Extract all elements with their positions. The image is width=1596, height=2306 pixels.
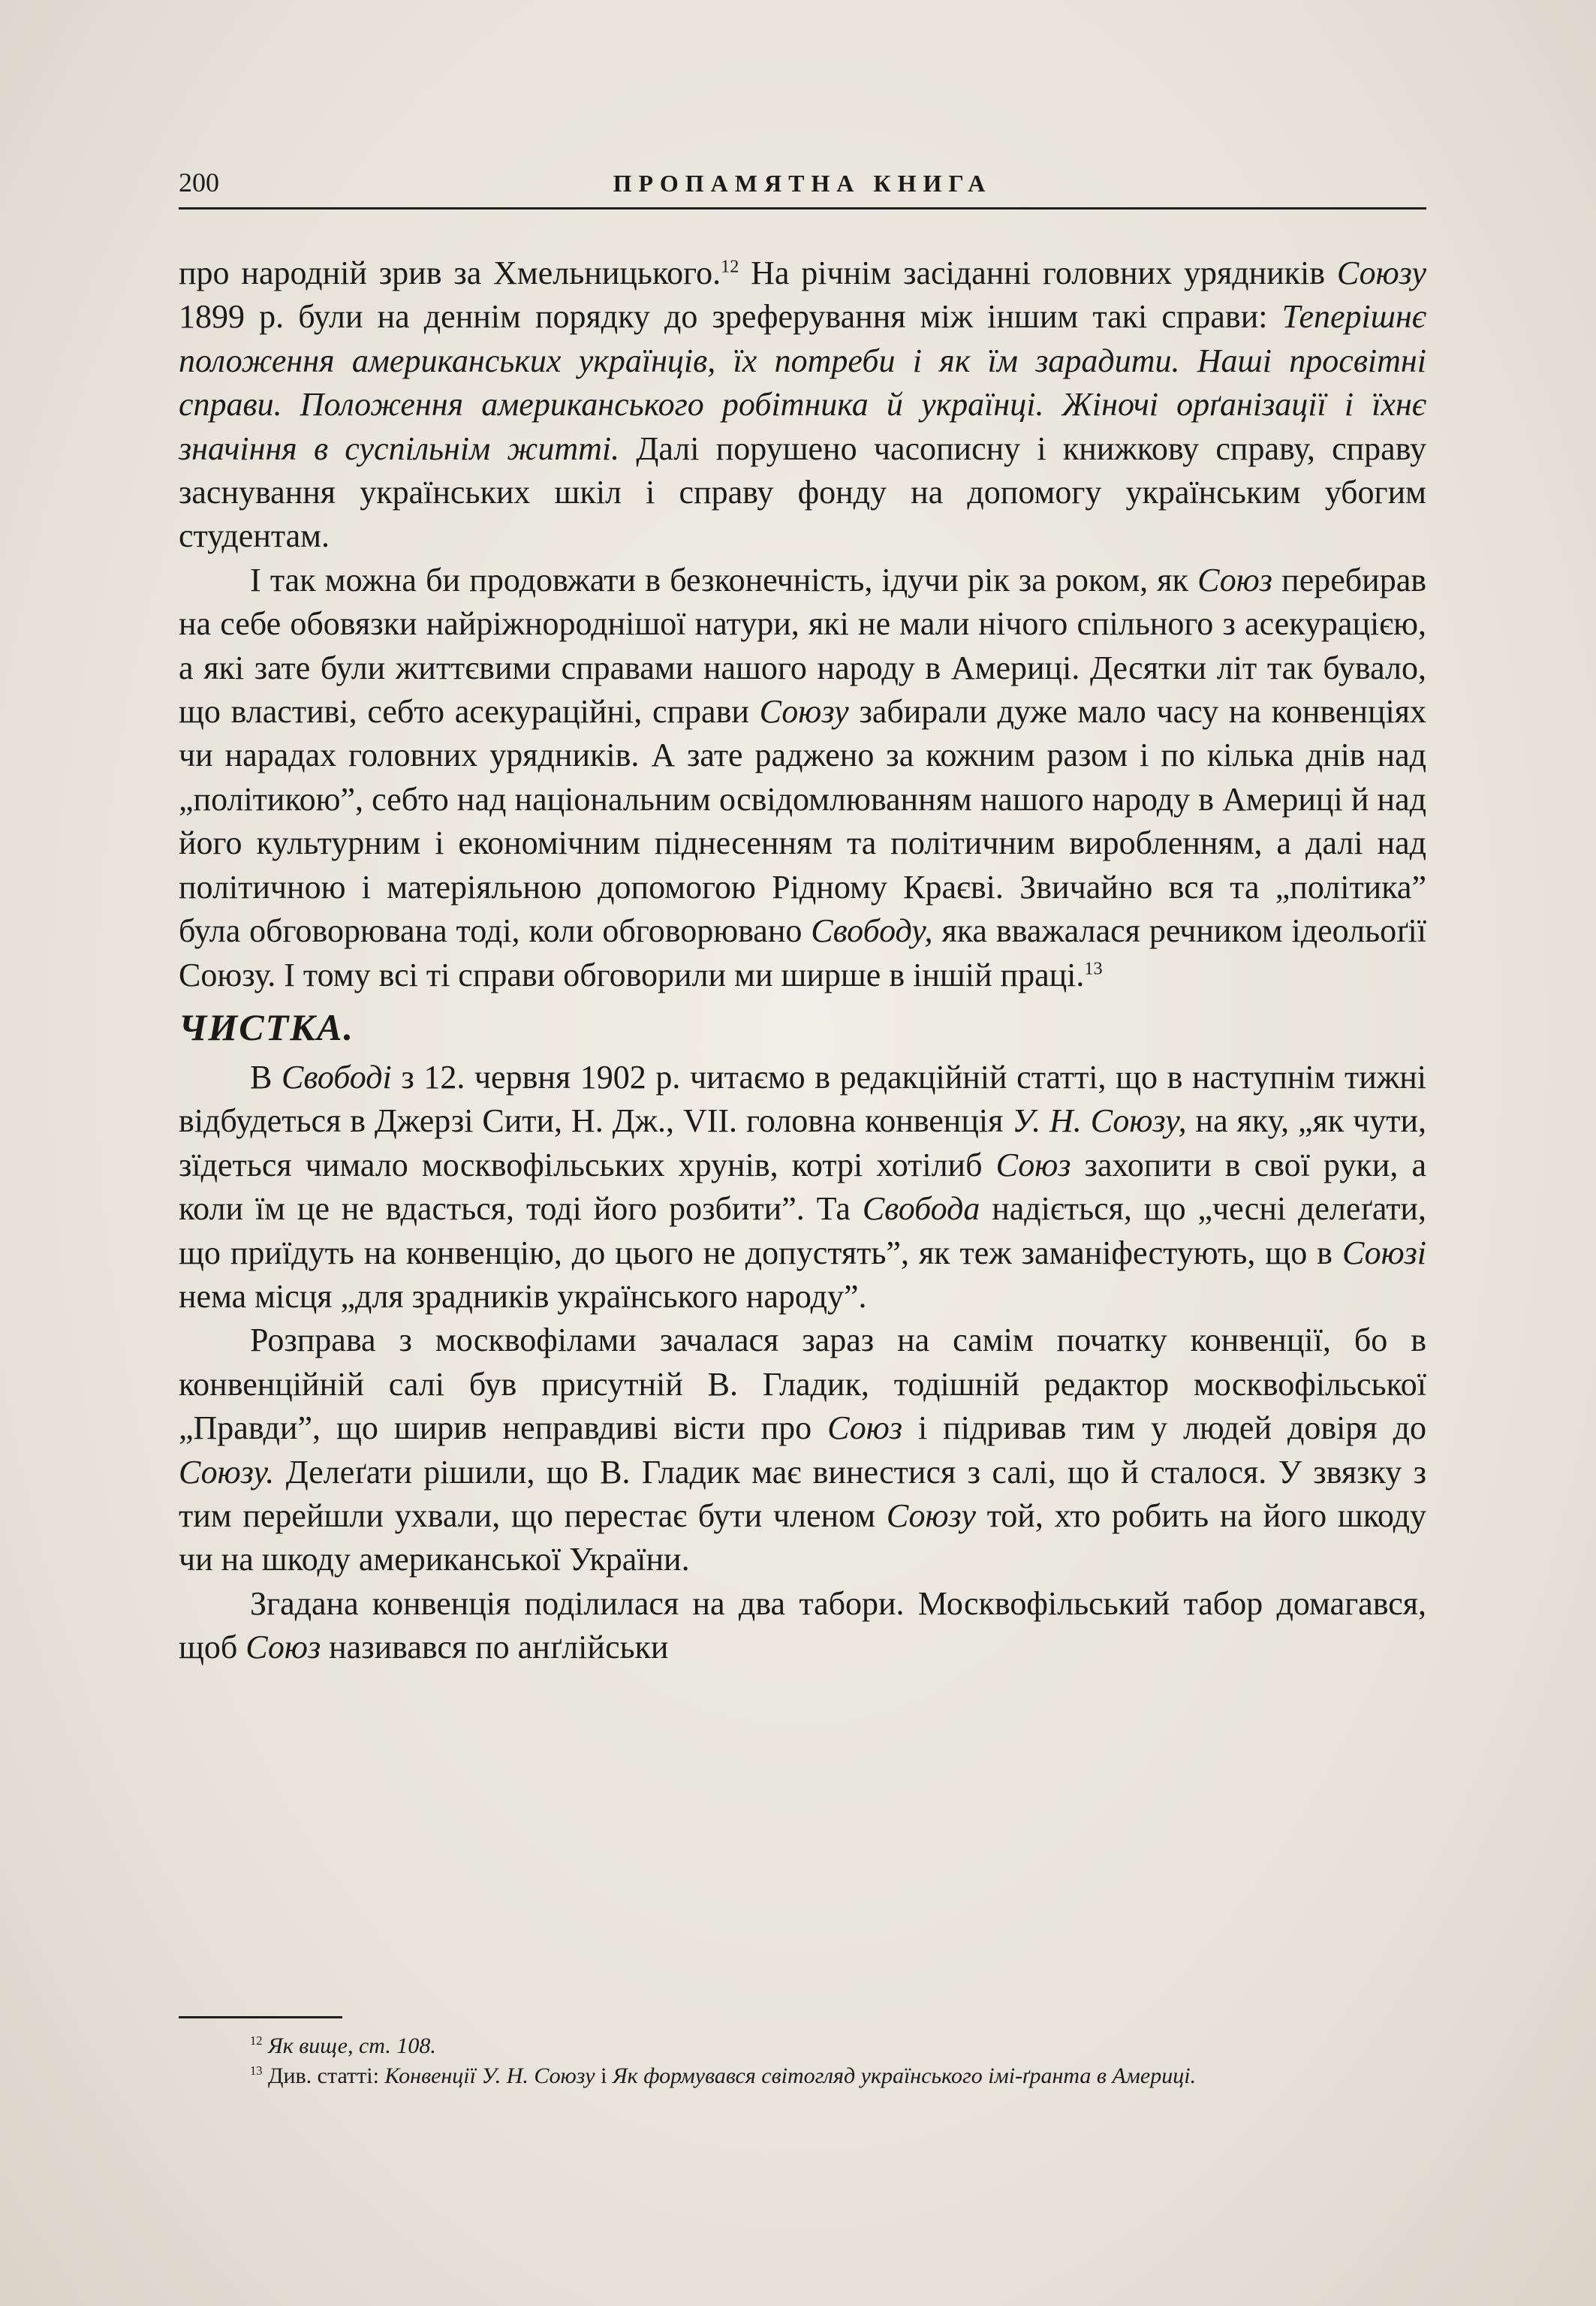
- footnote-title: Як формувався світогляд українського імі-ґранта в Америці.: [612, 2063, 1197, 2088]
- running-title: ПРОПАМЯТНА КНИГА: [613, 170, 992, 197]
- footnote-number: 13: [250, 2063, 263, 2078]
- footnote-conjunction: і: [601, 2063, 607, 2088]
- page-number: 200: [179, 167, 219, 197]
- footnote-prefix: Див. статті:: [268, 2063, 379, 2088]
- page-header: [179, 161, 1426, 209]
- footnote-12: [179, 2031, 1426, 2061]
- paragraph: Розправа з москвофілами зачалася зараз на самім початку конвенції, бо в конвенційній салі був присутній В. Гладик, тодішній редактор москвофільської „Правди”, що ширив неправдиві вісти про Союз і підривав тим у людей довіря до Союзу. Делеґати рішили, що В. Гладик має винестися з салі, що й сталося. У звязку з тим перейшли ухвали, що перестає бути членом Союзу той, хто робить на його шкоду чи на шкоду американської України.: [179, 1322, 1426, 1578]
- footnotes: [179, 2031, 1426, 2091]
- paragraph: про народній зрив за Хмельницького.$^{12}$ На річнім засіданні головних урядників Союзу 1899 р. були на деннім порядку до зреферування між іншим такі справи: Теперішнє положення американських українців, їх потреби і як їм зарадити. Наші просвітні справи. Положення американського робітника й українці. Жіночі орґанізації і їхнє значіння в суспільнім житті. Далі порушено часописну і книжкову справу, справу заснування українських шкіл і справу фонду на допомогу українським убогим студентам.: [179, 255, 1426, 555]
- footnote-text: Як вище, ст. 108.: [268, 2033, 436, 2058]
- footnote-number: 12: [250, 2033, 263, 2048]
- paragraph: Згадана конвенція поділилася на два табори. Москвофільський табор домагався, щоб Союз називався по анґлійськи: [179, 1584, 1426, 1666]
- paragraph: В Свободі з 12. червня 1902 р. читаємо в редакційній статті, що в наступнім тижні відбудеться в Джерзі Сити, Н. Дж., VII. головна конвенція У. Н. Союзу, на яку, „як чути, зїдеться чимало москвофільських хрунів, котрі хотілиб Союз захопити в свої руки, а коли їм це не вдасться, тоді його розбити”. Та Свобода надіється, що „чесні делеґати, що приїдуть на конвенцію, до цього не допустять”, як теж заманіфестують, що в Союзі нема місця „для зрадників українського народу”.: [179, 1058, 1427, 1315]
- section-heading: ЧИСТКА.: [179, 1005, 354, 1048]
- paragraph: І так можна би продовжати в безконечність, ідучи рік за роком, як Союз перебирав на себе обовязки найріжнороднішої натури, які не мали нічого спільного з асекурацією, а які зате були життєвими справами нашого народу в Америці. Десятки літ так бувало, що властиві, себто асекураційні, справи Союзу забирали дуже мало часу на конвенціях чи нарадах головних урядників. А зате раджено за кожним разом і по кілька днів над „політикою”, себто над національним освідомлюванням нашого народу в Америці й над його культурним і економічним піднесенням та політичним виробленням, а далі над політичною і матеріяльною допомогою Рідному Краєві. Звичайно вся та „політика” була обговорювана тоді, коли обговорювано Свободу, яка вважалася речником ідеольоґії Союзу. І тому всі ті справи обговорили ми ширше в іншій праці.$^{13}$: [179, 561, 1427, 993]
- footnote-title: Конвенції У. Н. Союзу: [384, 2063, 595, 2088]
- footnote-divider: [179, 2016, 342, 2018]
- footnote-13: [179, 2061, 1426, 2091]
- main-text: [179, 252, 1426, 1670]
